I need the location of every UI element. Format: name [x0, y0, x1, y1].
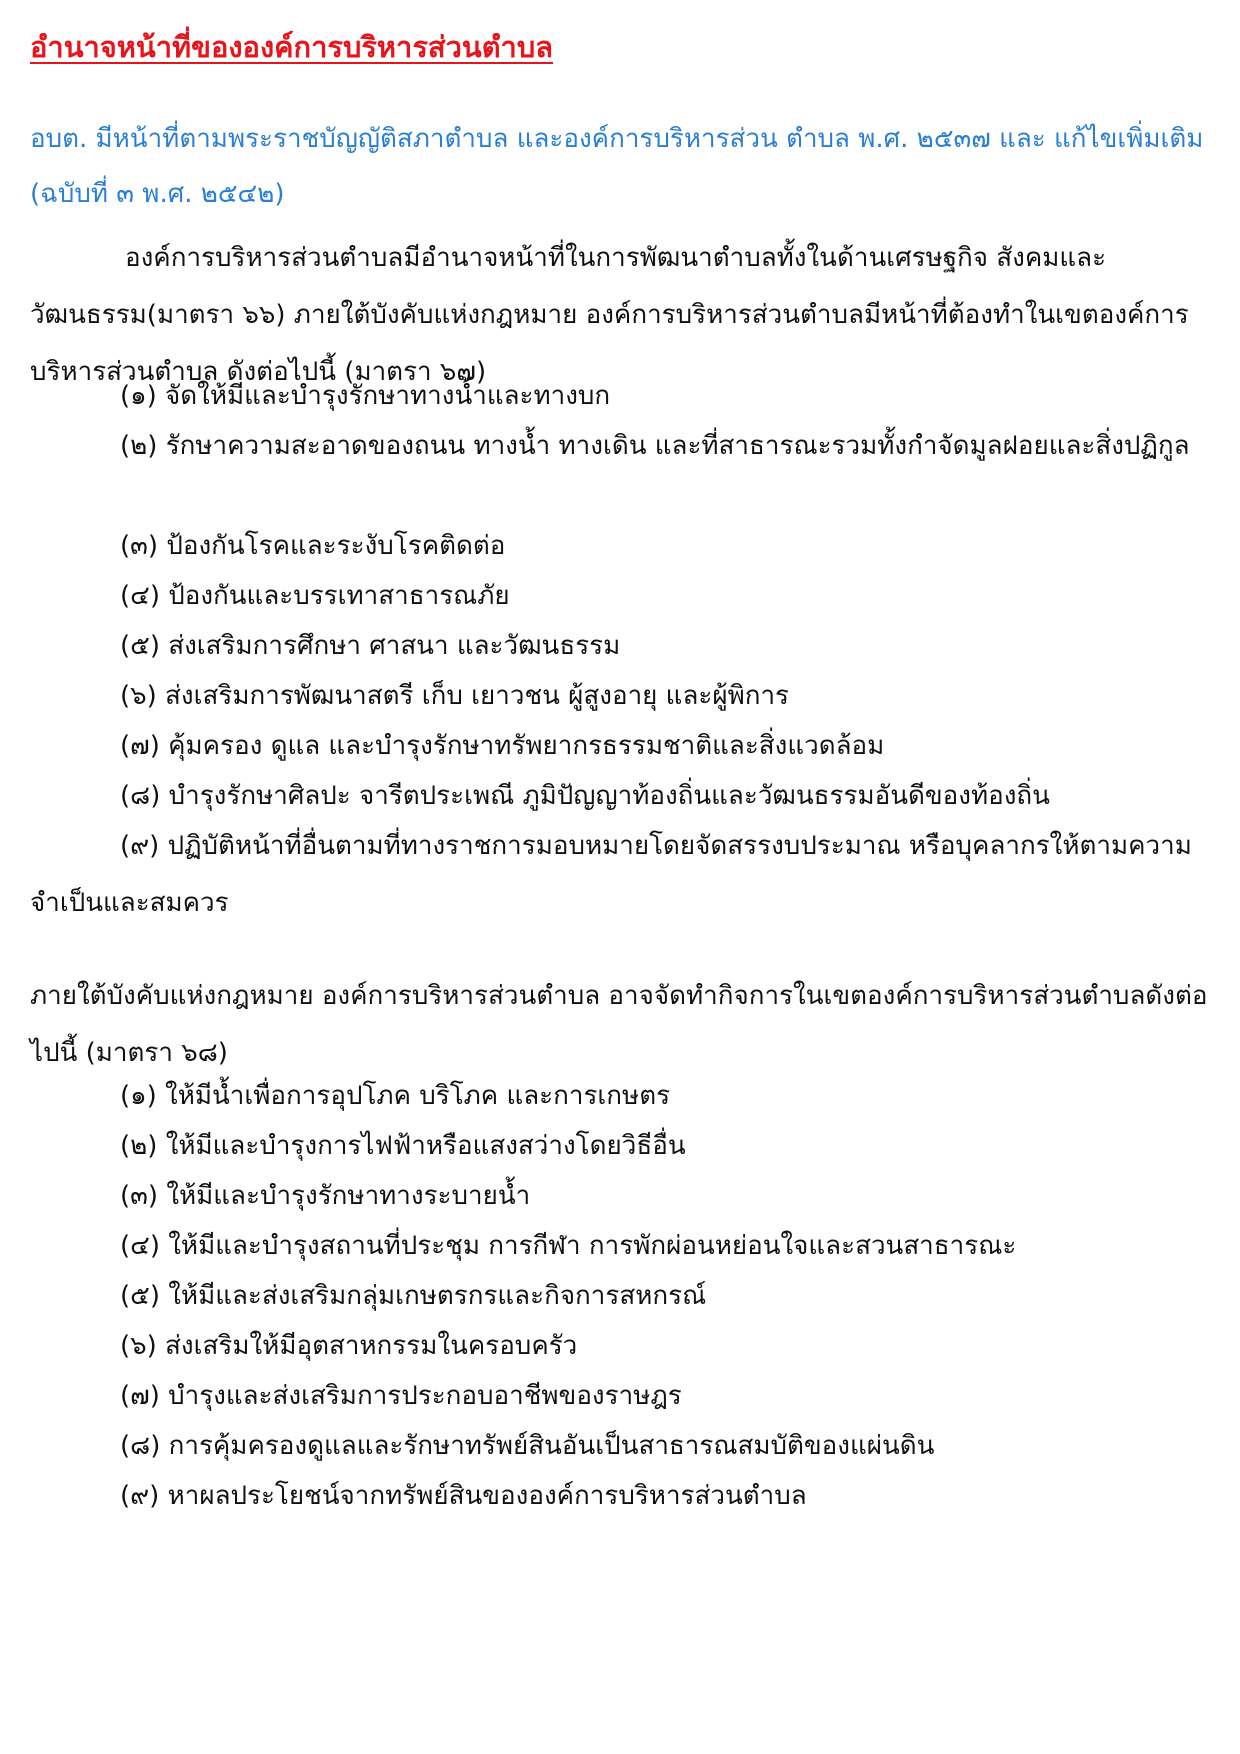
section2-item-1: (๑) ให้มีน้ำเพื่อการอุปโภค บริโภค และการเกษตร: [120, 1081, 671, 1111]
section2-item-7: (๗) บำรุงและส่งเสริมการประกอบอาชีพของราษฎร: [120, 1381, 682, 1411]
section2-intro: ภายใต้บังคับแห่งกฎหมาย องค์การบริหารส่วนตำบล อาจจัดทำกิจการในเขตองค์การบริหารส่วนตำบลดังต่อไปนี้ (มาตรา ๖๘): [30, 981, 1208, 1068]
section1-item-7: (๗) คุ้มครอง ดูแล และบำรุงรักษาทรัพยากรธรรมชาติและสิ่งแวดล้อม: [120, 731, 885, 761]
section2-item-8: (๘) การคุ้มครองดูแลและรักษาทรัพย์สินอันเป็นสาธารณสมบัติของแผ่นดิน: [120, 1431, 935, 1461]
section1-item-1: (๑) จัดให้มีและบำรุงรักษาทางน้ำและทางบก: [120, 381, 611, 411]
section2-item-3: (๓) ให้มีและบำรุงรักษาทางระบายน้ำ: [120, 1181, 531, 1211]
subtitle: อบต. มีหน้าที่ตามพระราชบัญญัติสภาตำบล และองค์การบริหารส่วน ตำบล พ.ศ. ๒๕๓๗ และ แก้ไขเพิ่มเติม (ฉบับที่ ๓ พ.ศ. ๒๕๔๒): [30, 124, 1204, 209]
section2-item-2: (๒) ให้มีและบำรุงการไฟฟ้าหรือแสงสว่างโดยวิธีอื่น: [120, 1131, 686, 1161]
section2-item-4: (๔) ให้มีและบำรุงสถานที่ประชุม การกีฬา การพักผ่อนหย่อนใจและสวนสาธารณะ: [120, 1231, 1017, 1261]
section1-item-8: (๘) บำรุงรักษาศิลปะ จารีตประเพณี ภูมิปัญญาท้องถิ่นและวัฒนธรรมอันดีของท้องถิ่น: [120, 781, 1050, 811]
section2-item-6: (๖) ส่งเสริมให้มีอุตสาหกรรมในครอบครัว: [120, 1331, 578, 1361]
section2-item-9: (๙) หาผลประโยชน์จากทรัพย์สินขององค์การบริหารส่วนตำบล: [120, 1481, 807, 1511]
section1-item-2: (๒) รักษาความสะอาดของถนน ทางน้ำ ทางเดิน และที่สาธารณะรวมทั้งกำจัดมูลฝอยและสิ่งปฏิกูล: [120, 431, 1190, 461]
section1-item-6: (๖) ส่งเสริมการพัฒนาสตรี เก็บ เยาวชน ผู้สูงอายุ และผู้พิการ: [120, 681, 790, 711]
section1-intro: องค์การบริหารส่วนตำบลมีอำนาจหน้าที่ในการพัฒนาตำบลทั้งในด้านเศรษฐกิจ สังคมและวัฒนธรรม(มาตรา ๖๖) ภายใต้บังคับแห่งกฎหมาย องค์การบริหารส่วนตำบลมีหน้าที่ต้องทำในเขตองค์การบริหารส่วนตำบล ดังต่อไปนี้ (มาตรา ๖๗): [30, 243, 1189, 387]
section1-item-3: (๓) ป้องกันโรคและระงับโรคติดต่อ: [120, 531, 506, 561]
section1-item-9: (๙) ปฏิบัติหน้าที่อื่นตามที่ทางราชการมอบหมายโดยจัดสรรงบประมาณ หรือบุคลากรให้ตามความจำเป็นและสมควร: [30, 831, 1192, 918]
section1-item-4: (๔) ป้องกันและบรรเทาสาธารณภัย: [120, 581, 510, 611]
page-title: อำนาจหน้าที่ขององค์การบริหารส่วนตำบล: [30, 30, 554, 64]
section1-item-5: (๕) ส่งเสริมการศึกษา ศาสนา และวัฒนธรรม: [120, 631, 621, 661]
section2-item-5: (๕) ให้มีและส่งเสริมกลุ่มเกษตรกรและกิจการสหกรณ์: [120, 1281, 707, 1311]
